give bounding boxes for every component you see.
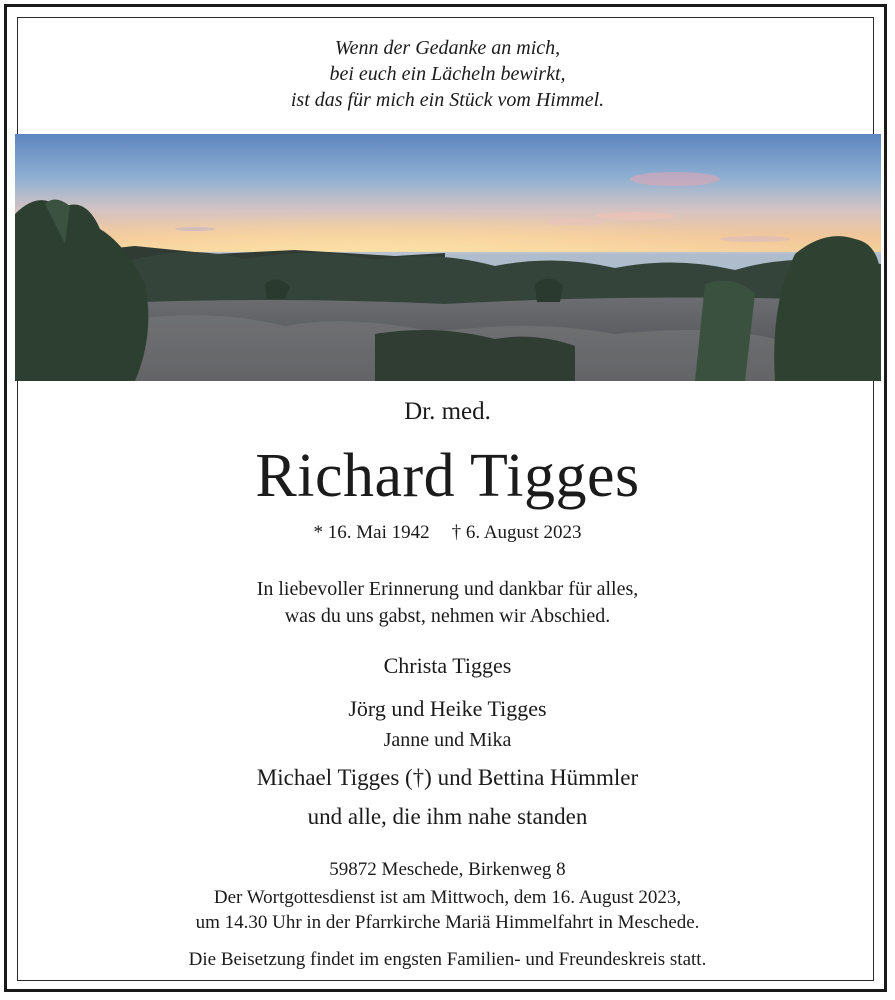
remembrance-line: In liebevoller Erinnerung und dankbar für alles, — [256, 578, 639, 600]
quote-line: bei euch ein Lächeln bewirkt, — [329, 63, 566, 85]
birth-date: * 16. Mai 1942 — [313, 522, 430, 543]
mourner-name: Jörg und Heike Tigges — [348, 696, 547, 721]
remembrance-text — [0, 576, 895, 630]
mourner-name: Janne und Mika — [383, 729, 512, 751]
academic-title: Dr. med. — [404, 398, 491, 425]
mourner-closing: und alle, die ihm nahe standen — [307, 804, 588, 829]
service-line: um 14.30 Uhr in der Pfarrkirche Mariä Himmelfahrt in Meschede. — [195, 912, 700, 933]
service-line: Der Wortgottesdienst ist am Mittwoch, dem 16. August 2023, — [213, 887, 682, 908]
mourner-name: Michael Tigges (†) und Bettina Hümmler — [256, 765, 639, 790]
quote-line: ist das für mich ein Stück vom Himmel. — [290, 89, 605, 111]
death-date: † 6. August 2023 — [451, 522, 582, 543]
landscape-photo — [15, 134, 881, 381]
service-info — [0, 885, 895, 935]
quote-line: Wenn der Gedanke an mich, — [334, 37, 561, 59]
mourner-name: Christa Tigges — [383, 653, 512, 678]
address: 59872 Meschede, Birkenweg 8 — [329, 859, 566, 880]
remembrance-line: was du uns gabst, nehmen wir Abschied. — [284, 605, 611, 627]
burial-info: Die Beisetzung findet im engsten Familien- und Freundeskreis statt. — [188, 949, 707, 970]
life-dates — [0, 520, 895, 546]
memorial-quote — [0, 35, 895, 113]
deceased-name: Richard Tigges — [255, 442, 640, 510]
